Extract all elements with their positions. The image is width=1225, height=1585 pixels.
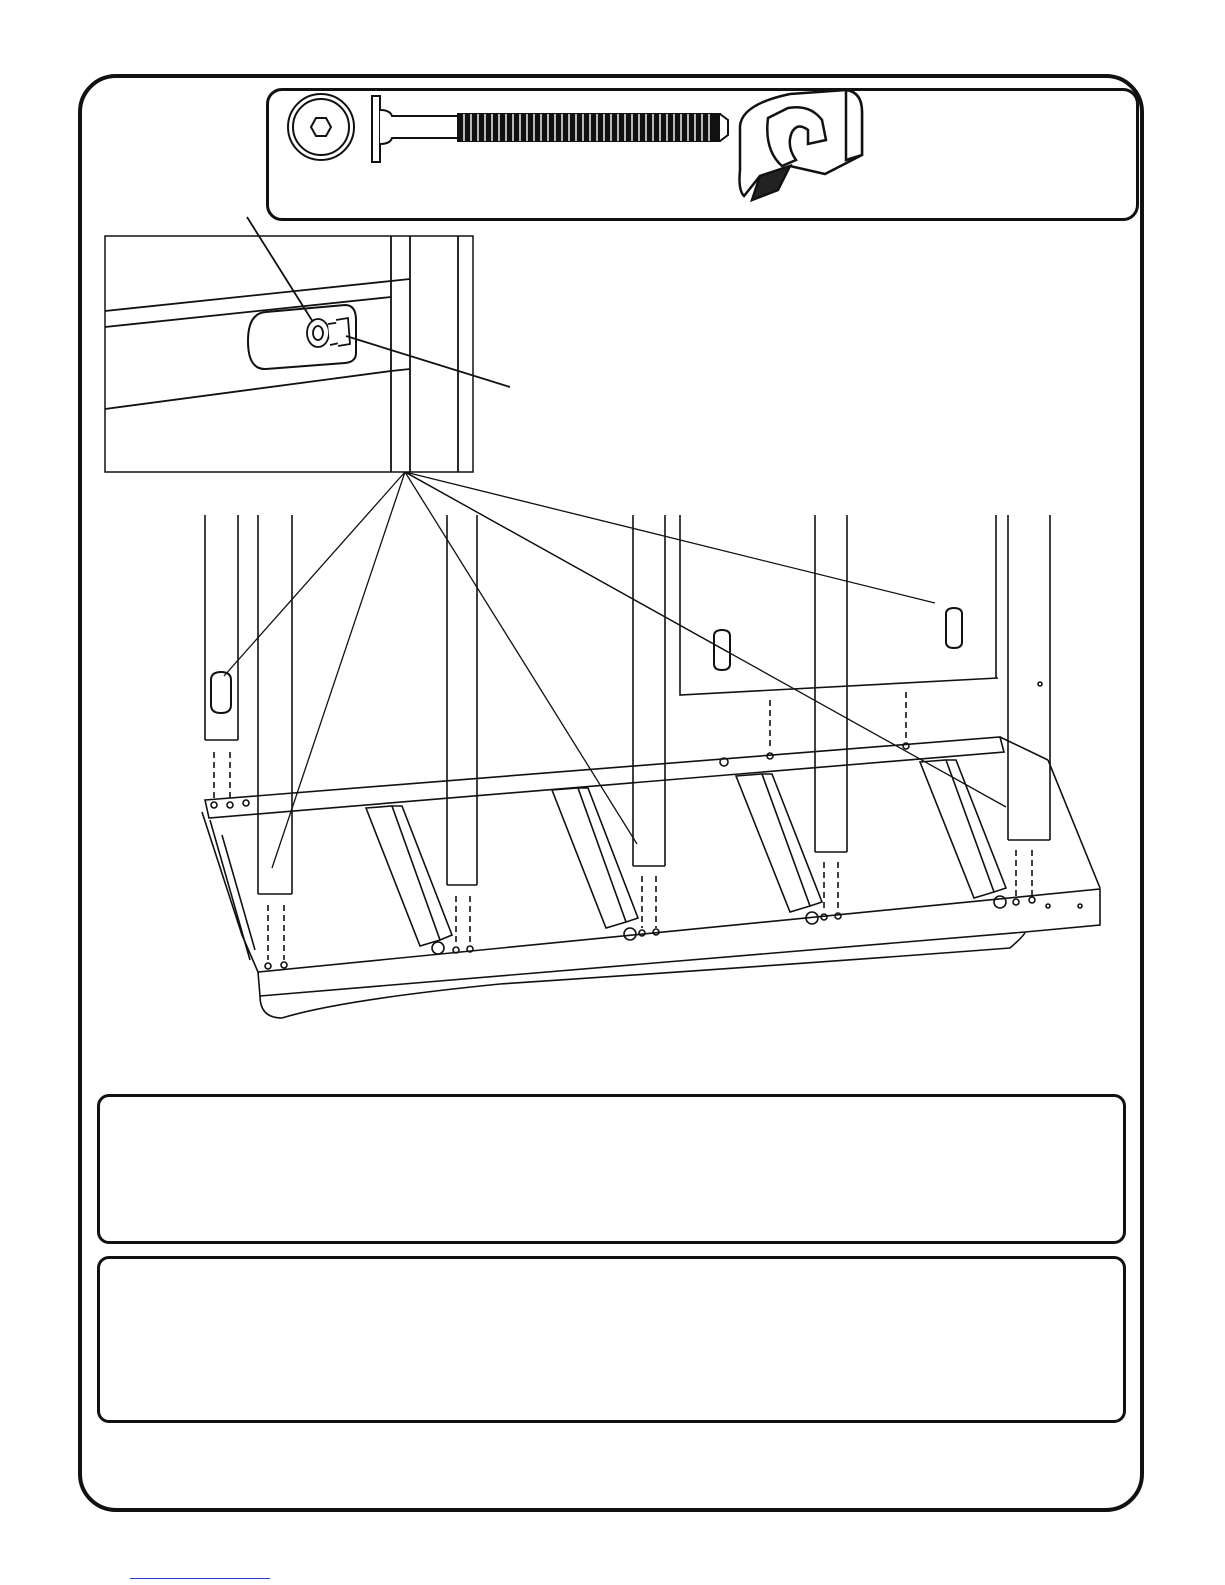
bolt-in-slot-detail-icon	[307, 318, 350, 347]
instruction-text-box-2	[97, 1256, 1126, 1423]
drawer-slides	[366, 760, 1006, 946]
long-bolt-icon	[372, 96, 728, 162]
cam-lock-icon	[740, 90, 863, 200]
detail-view	[105, 217, 510, 472]
frame-assembly-illustration	[202, 515, 1100, 1018]
hex-socket-head-icon	[288, 94, 354, 160]
vertical-posts	[205, 515, 1050, 894]
mounting-holes	[211, 682, 1082, 969]
leader-lines	[224, 472, 1006, 868]
footer-link[interactable]	[130, 1576, 270, 1579]
instruction-text-box-1	[97, 1094, 1126, 1244]
